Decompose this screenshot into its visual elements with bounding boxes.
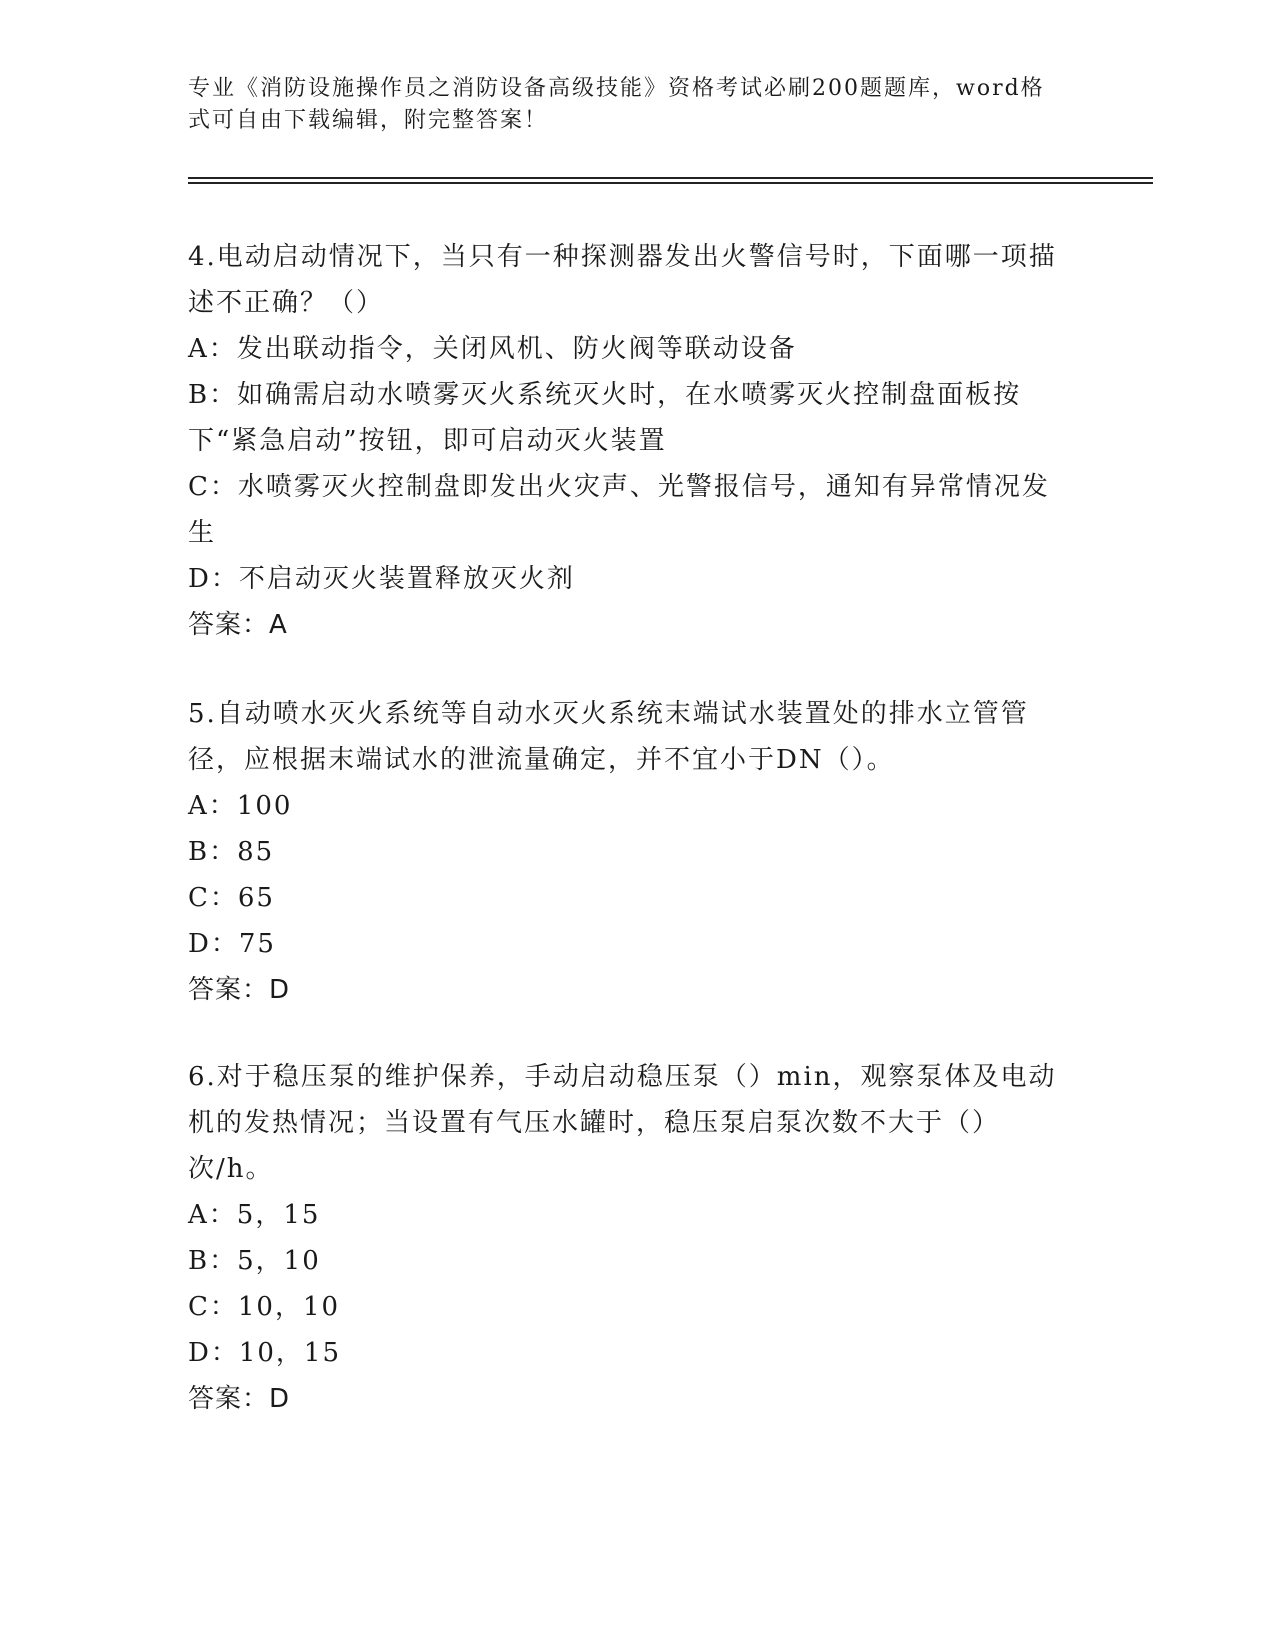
question-5	[188, 691, 1073, 1013]
question-4	[188, 234, 1073, 648]
question-6	[188, 1054, 1073, 1422]
option-b: B：如确需启动水喷雾灭火系统灭火时，在水喷雾灭火控制盘面板按下“紧急启动”按钮，即可启动灭火装置	[188, 380, 1022, 456]
question-stem: 5.自动喷水灭火系统等自动水灭火系统末端试水装置处的排水立管管径，应根据末端试水的泄流量确定，并不宜小于DN（）。	[188, 699, 1029, 775]
header-text: 专业《消防设施操作员之消防设备高级技能》资格考试必刷200题题库，word格式可自由下载编辑，附完整答案！	[188, 76, 1045, 133]
header-divider-top	[188, 177, 1153, 179]
option-a: A：100	[188, 791, 293, 821]
option-d: D：75	[188, 929, 276, 959]
option-c: C：10，10	[188, 1292, 341, 1322]
answer-label: 答案：D	[188, 1384, 291, 1414]
option-b: B：5，10	[188, 1246, 321, 1276]
answer-label: 答案：D	[188, 975, 291, 1005]
option-c: C：水喷雾灭火控制盘即发出火灾声、光警报信号，通知有异常情况发生	[188, 472, 1050, 548]
header-divider-bottom	[188, 182, 1153, 184]
option-d: D：10，15	[188, 1338, 342, 1368]
question-stem: 4.电动启动情况下，当只有一种探测器发出火警信号时，下面哪一项描述不正确？（）	[188, 242, 1057, 318]
option-d: D：不启动灭火装置释放灭火剂	[188, 564, 575, 594]
option-b: B：85	[188, 837, 275, 867]
option-a: A：5，15	[188, 1200, 321, 1230]
answer-label: 答案：A	[188, 610, 288, 640]
question-stem: 6.对于稳压泵的维护保养，手动启动稳压泵（）min，观察泵体及电动机的发热情况；当设置有气压水罐时，稳压泵启泵次数不大于（）次/h。	[188, 1062, 1057, 1184]
option-c: C：65	[188, 883, 275, 913]
option-a: A：发出联动指令，关闭风机、防火阀等联动设备	[188, 334, 797, 364]
document-header	[188, 73, 1068, 137]
